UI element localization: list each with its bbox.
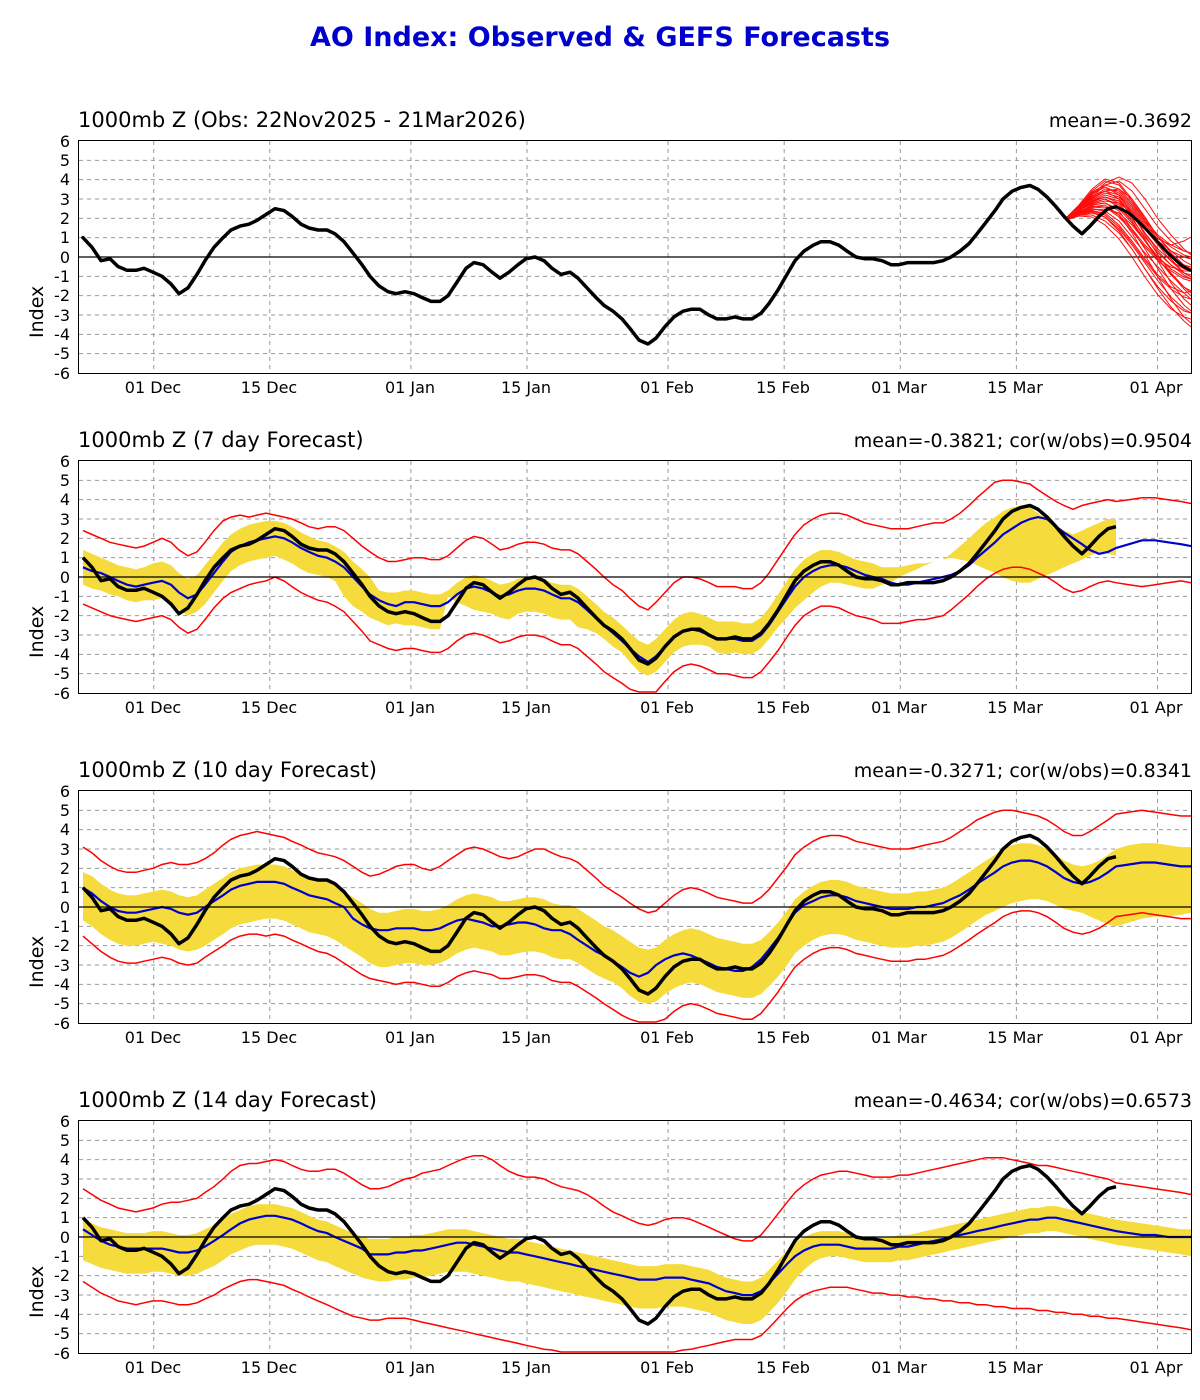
panel-title-7day: 1000mb Z (7 day Forecast) [78, 428, 364, 452]
xtick: 15 Mar [987, 378, 1043, 397]
xtick: 01 Dec [124, 378, 182, 397]
ytick: 5 [59, 151, 70, 170]
ytick: 0 [59, 1228, 70, 1247]
ytick: -3 [54, 1286, 70, 1305]
spread-band-7day [83, 506, 1116, 676]
ytick: 2 [59, 529, 70, 548]
xtick: 15 Jan [500, 378, 552, 397]
ytick: -2 [54, 1266, 70, 1285]
plot-svg-14day [79, 1121, 1191, 1353]
ytick: 6 [59, 452, 70, 471]
ytick: -4 [54, 975, 70, 994]
xtick: 15 Jan [500, 1358, 552, 1377]
ytick: 6 [59, 1112, 70, 1131]
xtick: 01 Jan [384, 378, 436, 397]
ytick: 3 [59, 840, 70, 859]
ytick: 3 [59, 510, 70, 529]
ytick: -2 [54, 606, 70, 625]
ytick: 3 [59, 1170, 70, 1189]
ytick: -1 [54, 917, 70, 936]
plot-svg-7day [79, 461, 1191, 693]
panel-forecast-7day [0, 428, 1200, 728]
y-axis-label-7day: Index [26, 605, 48, 658]
ytick: -4 [54, 325, 70, 344]
ytick: 4 [59, 490, 70, 509]
xtick: 15 Mar [987, 1028, 1043, 1047]
plot-area-10day [78, 790, 1192, 1024]
ytick: 4 [59, 1150, 70, 1169]
ytick: -6 [54, 684, 70, 703]
plot-area-observed [78, 140, 1192, 374]
xtick: 01 Jan [384, 1028, 436, 1047]
plot-svg-10day [79, 791, 1191, 1023]
ytick: 0 [59, 898, 70, 917]
ytick: 3 [59, 190, 70, 209]
y-axis-label-14day: Index [26, 1265, 48, 1318]
panel-forecast-10day [0, 758, 1200, 1058]
xtick: 15 Feb [756, 378, 810, 397]
xtick: 15 Jan [500, 698, 552, 717]
xtick: 15 Feb [756, 1028, 810, 1047]
xtick: 01 Feb [640, 378, 694, 397]
panel-stat-14day: mean=-0.4634; cor(w/obs)=0.6573 [853, 1090, 1192, 1112]
xtick: 15 Feb [756, 1358, 810, 1377]
plot-svg-observed [79, 141, 1191, 373]
xtick: 01 Jan [384, 698, 436, 717]
ytick: 0 [59, 568, 70, 587]
ytick: -3 [54, 626, 70, 645]
ytick: -2 [54, 936, 70, 955]
xtick: 01 Mar [871, 1358, 927, 1377]
xtick: 01 Apr [1129, 698, 1183, 717]
ytick: 2 [59, 859, 70, 878]
ytick: 4 [59, 170, 70, 189]
ytick: 2 [59, 209, 70, 228]
xtick: 01 Mar [871, 378, 927, 397]
xtick: 01 Jan [384, 1358, 436, 1377]
xtick: 01 Dec [124, 1028, 182, 1047]
ytick: 0 [59, 248, 70, 267]
xtick: 15 Dec [240, 378, 298, 397]
xtick: 15 Feb [756, 698, 810, 717]
ytick: -4 [54, 1305, 70, 1324]
ytick: 5 [59, 1131, 70, 1150]
ytick: -2 [54, 286, 70, 305]
xtick: 01 Mar [871, 698, 927, 717]
ytick: -1 [54, 1247, 70, 1266]
panel-stat-observed: mean=-0.3692 [1048, 110, 1192, 132]
ytick: 2 [59, 1189, 70, 1208]
panel-stat-10day: mean=-0.3271; cor(w/obs)=0.8341 [853, 760, 1192, 782]
ytick: -6 [54, 364, 70, 383]
ytick: -6 [54, 1014, 70, 1033]
xtick: 01 Apr [1129, 1358, 1183, 1377]
ytick: 1 [59, 228, 70, 247]
ytick: -5 [54, 344, 70, 363]
panel-title-14day: 1000mb Z (14 day Forecast) [78, 1088, 377, 1112]
xtick: 01 Feb [640, 698, 694, 717]
ytick: 1 [59, 878, 70, 897]
xtick: 15 Mar [987, 698, 1043, 717]
xtick: 01 Dec [124, 1358, 182, 1377]
ytick: -6 [54, 1344, 70, 1363]
ytick: -5 [54, 994, 70, 1013]
panel-title-observed: 1000mb Z (Obs: 22Nov2025 - 21Mar2026) [78, 108, 526, 132]
xtick: 15 Dec [240, 1028, 298, 1047]
ytick: 4 [59, 820, 70, 839]
plot-area-7day [78, 460, 1192, 694]
xtick: 01 Feb [640, 1028, 694, 1047]
ytick: -3 [54, 306, 70, 325]
panel-stat-7day: mean=-0.3821; cor(w/obs)=0.9504 [853, 430, 1192, 452]
y-axis-label-10day: Index [26, 935, 48, 988]
ytick: 1 [59, 548, 70, 567]
xtick: 01 Feb [640, 1358, 694, 1377]
ytick: -1 [54, 587, 70, 606]
ytick: 5 [59, 471, 70, 490]
panel-forecast-14day [0, 1088, 1200, 1388]
panel-observed [0, 108, 1200, 408]
ytick: 5 [59, 801, 70, 820]
ytick: -5 [54, 1324, 70, 1343]
spread-band-10day [83, 843, 1191, 1004]
xtick: 15 Dec [240, 698, 298, 717]
ytick: 6 [59, 132, 70, 151]
ytick: -3 [54, 956, 70, 975]
xtick: 15 Jan [500, 1028, 552, 1047]
xtick: 01 Apr [1129, 378, 1183, 397]
ytick: 1 [59, 1208, 70, 1227]
ytick: -1 [54, 267, 70, 286]
page-title: AO Index: Observed & GEFS Forecasts [309, 22, 891, 53]
xtick: 01 Mar [871, 1028, 927, 1047]
panel-title-10day: 1000mb Z (10 day Forecast) [78, 758, 377, 782]
plot-area-14day [78, 1120, 1192, 1354]
xtick: 15 Mar [987, 1358, 1043, 1377]
ytick: -5 [54, 664, 70, 683]
ytick: -4 [54, 645, 70, 664]
xtick: 01 Apr [1129, 1028, 1183, 1047]
xtick: 15 Dec [240, 1358, 298, 1377]
observed-line [83, 186, 1116, 345]
ytick: 6 [59, 782, 70, 801]
observed-line-7day [83, 506, 1116, 665]
y-axis-label-observed: Index [26, 285, 48, 338]
xtick: 01 Dec [124, 698, 182, 717]
